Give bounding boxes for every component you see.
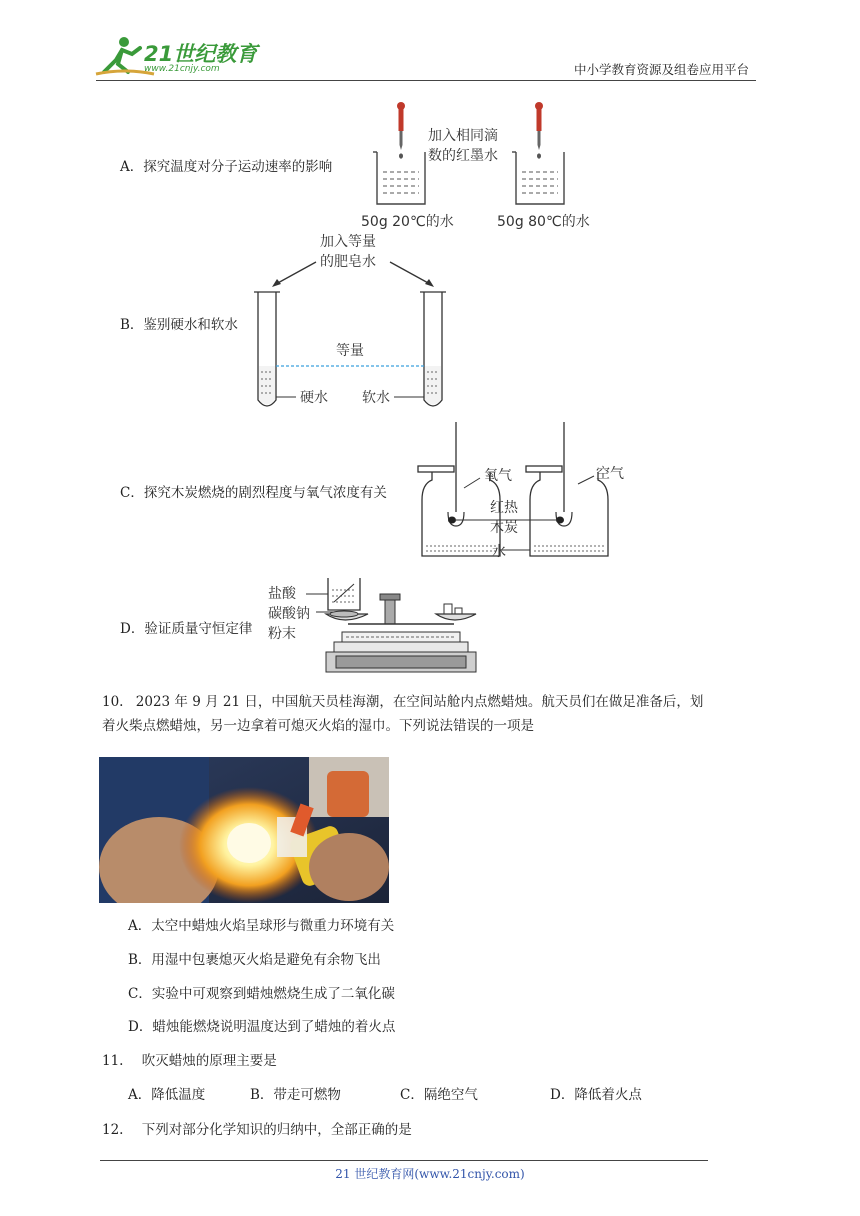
option-d-label: D．验证质量守恒定律: [120, 621, 253, 637]
air-label: 空气: [596, 466, 624, 482]
na2co3-label-2: 粉末: [268, 626, 296, 642]
beaker-right-icon: [512, 152, 564, 204]
dropper-note-2: 数的红墨水: [428, 148, 498, 164]
candle-photo: [99, 757, 389, 903]
logo-text: 21世纪教育: [144, 42, 258, 66]
footer-link[interactable]: 21 世纪教育网(www.21cnjy.com): [335, 1167, 525, 1181]
q10-option-a: A．太空中蜡烛火焰呈球形与微重力环境有关: [128, 918, 395, 934]
diagram-c: [414, 420, 634, 562]
q10-option-d: D．蜡烛能燃烧说明温度达到了蜡烛的着火点: [128, 1019, 396, 1035]
test-tube-hard-icon: [254, 292, 280, 406]
oxygen-bottle-icon: [418, 422, 500, 556]
platform-title: 中小学教育资源及组卷应用平台: [574, 62, 750, 77]
test-tube-soft-icon: [420, 292, 446, 406]
hcl-label: 盐酸: [268, 586, 296, 602]
q12-stem: 下列对部分化学知识的归纳中，全部正确的是: [141, 1122, 412, 1138]
water-label: 水: [492, 544, 506, 560]
diagram-d: [264, 572, 484, 680]
soap-note-2: 的肥皂水: [320, 254, 376, 270]
acid-beaker-icon: [328, 578, 360, 610]
dropper-right-icon: [535, 102, 543, 159]
q10-option-c: C．实验中可观察到蜡烛燃烧生成了二氧化碳: [128, 986, 395, 1002]
question-11-stem: [102, 1052, 277, 1070]
diagram-b: [250, 232, 470, 414]
balance-scale-icon: [326, 594, 476, 672]
charcoal-label-1: 红热: [490, 500, 518, 516]
q11-stem: 吹灭蜡烛的原理主要是: [141, 1053, 277, 1069]
dropper-note-1: 加入相同滴: [428, 128, 498, 144]
diagram-a: [355, 96, 605, 232]
q10-option-b: B．用湿中包裹熄灭火焰是避免有余物飞出: [128, 952, 381, 968]
q12-number: 12.: [102, 1122, 124, 1138]
hard-water-label: 硬水: [300, 390, 328, 406]
q10-stem-line2: 着火柴点燃蜡烛，另一边拿着可熄灭火焰的湿巾。下列说法错误的一项是: [102, 718, 534, 734]
header-divider: [96, 80, 756, 81]
q11-option-b: B．带走可燃物: [250, 1087, 341, 1103]
footer-divider: [100, 1160, 708, 1161]
q10-number: 10.: [102, 694, 124, 710]
question-12-stem: [102, 1121, 412, 1139]
option-a-label: A．探究温度对分子运动速率的影响: [120, 159, 333, 175]
q11-option-a: A．降低温度: [128, 1087, 206, 1103]
beaker-left-caption: 50g 20℃的水: [361, 214, 454, 230]
option-b-label: B．鉴别硬水和软水: [120, 317, 238, 333]
dropper-left-icon: [397, 102, 405, 159]
header-logo: [94, 34, 264, 78]
option-c-label: C．探究木炭燃烧的剧烈程度与氧气浓度有关: [120, 485, 387, 501]
q11-option-c: C．隔绝空气: [400, 1087, 478, 1103]
equal-label: 等量: [336, 343, 364, 359]
q11-number: 11.: [102, 1053, 124, 1069]
charcoal-label-2: 木炭: [490, 520, 518, 536]
beaker-left-icon: [373, 152, 425, 204]
q10-stem-line1: 2023 年 9 月 21 日，中国航天员桂海潮，在空间站舱内点燃蜡烛。航天员们在做足准备后，划: [135, 694, 704, 710]
beaker-right-caption: 50g 80℃的水: [497, 214, 590, 230]
q11-option-d: D．降低着火点: [550, 1087, 642, 1103]
soft-water-label: 软水: [362, 390, 390, 406]
soap-note-1: 加入等量: [320, 234, 376, 250]
na2co3-label-1: 碳酸钠: [268, 606, 310, 622]
oxygen-label: 氧气: [484, 468, 512, 484]
logo-url: www.21cnjy.com: [144, 64, 220, 74]
air-bottle-icon: [526, 422, 608, 556]
question-10-stem: [102, 690, 762, 738]
